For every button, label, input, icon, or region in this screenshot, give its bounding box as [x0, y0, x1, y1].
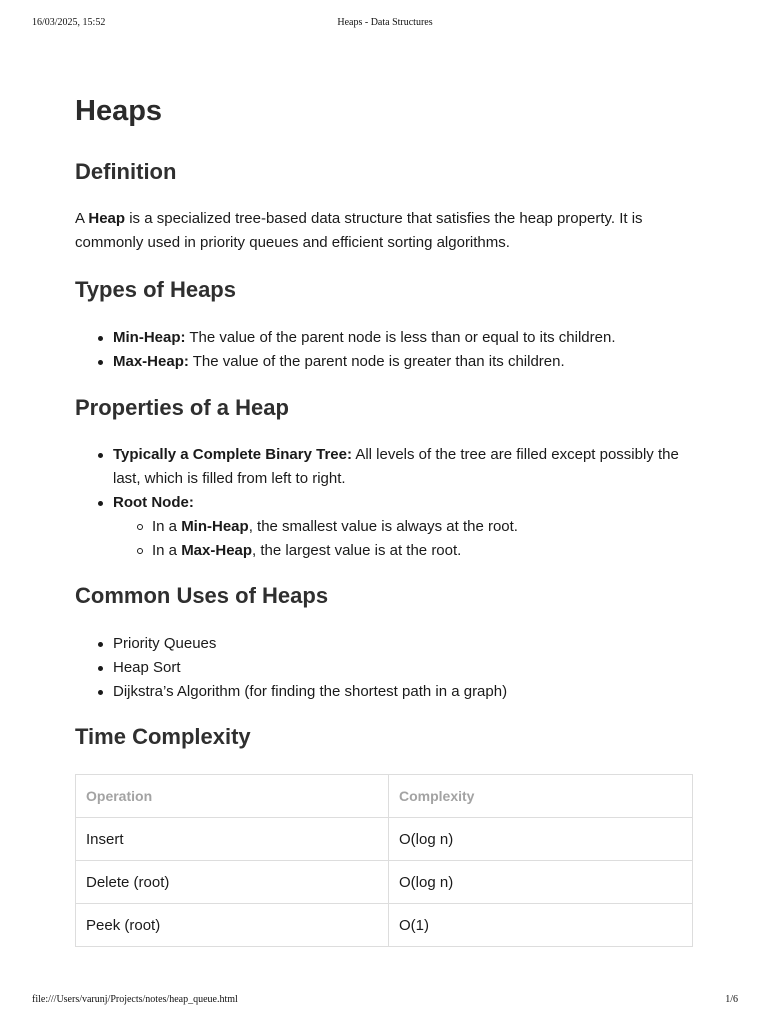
list-item: Heap Sort — [113, 656, 693, 680]
list-item-term: Max-Heap: — [113, 353, 189, 370]
list-item — [113, 350, 693, 374]
definition-heading: Definition — [75, 159, 177, 184]
definition-text-rest: is a specialized tree-based data structure that satisfies the heap property. It is commonly used in priority queues and efficient sorting algorithms. — [75, 210, 643, 251]
column-header-complexity: Complexity — [389, 775, 693, 818]
print-title: Heaps - Data Structures — [337, 17, 433, 28]
table-cell-operation: Insert — [76, 818, 389, 861]
print-footer — [32, 994, 738, 1008]
types-heading: Types of Heaps — [75, 277, 236, 302]
complexity-table — [75, 774, 693, 947]
list-item-term: Typically a Complete Binary Tree: — [113, 446, 352, 463]
list-item: Dijkstra’s Algorithm (for finding the shortest path in a graph) — [113, 680, 693, 704]
table-row — [76, 861, 693, 904]
column-header-operation: Operation — [76, 775, 389, 818]
sub-item-rest: , the largest value is at the root. — [252, 542, 462, 559]
table-row — [76, 904, 693, 947]
table-cell-operation: Delete (root) — [76, 861, 389, 904]
list-item — [113, 443, 693, 491]
types-list — [75, 326, 693, 374]
list-item — [113, 491, 693, 563]
table-row — [76, 818, 693, 861]
list-item-desc: The value of the parent node is less than or equal to its children. — [185, 329, 616, 346]
print-datetime: 16/03/2025, 15:52 — [32, 17, 106, 28]
table-cell-operation: Peek (root) — [76, 904, 389, 947]
list-item — [113, 326, 693, 350]
sub-list-item — [152, 539, 693, 563]
table-cell-complexity: O(log n) — [389, 818, 693, 861]
root-node-sublist — [113, 515, 693, 563]
list-item: Priority Queues — [113, 632, 693, 656]
sub-item-rest: , the smallest value is always at the root. — [248, 518, 518, 535]
page-title: Heaps — [75, 95, 163, 127]
sub-item-prefix: In a — [152, 542, 182, 559]
list-item-desc: The value of the parent node is greater than its children. — [188, 353, 565, 370]
properties-list — [75, 443, 693, 563]
list-item-term: Root Node: — [113, 494, 194, 511]
complexity-heading: Time Complexity — [75, 724, 251, 749]
table-cell-complexity: O(log n) — [389, 861, 693, 904]
sub-item-term: Max-Heap — [181, 542, 253, 559]
definition-text-prefix: A — [75, 210, 89, 227]
properties-heading: Properties of a Heap — [75, 395, 289, 420]
uses-list — [75, 632, 693, 704]
sub-item-term: Min-Heap — [181, 518, 249, 535]
print-header — [32, 17, 738, 31]
definition-paragraph — [75, 207, 693, 255]
list-item-desc: All levels of the tree are filled except possibly the last, which is filled from left to right. — [113, 446, 679, 487]
sub-item-prefix: In a — [152, 518, 182, 535]
uses-heading: Common Uses of Heaps — [75, 583, 329, 608]
table-cell-complexity: O(1) — [389, 904, 693, 947]
print-page-number: 1/6 — [725, 994, 738, 1005]
table-header-row — [76, 775, 693, 818]
print-file-url: file:///Users/varunj/Projects/notes/heap_queue.html — [32, 994, 238, 1005]
list-item-term: Min-Heap: — [113, 329, 186, 346]
sub-list-item — [152, 515, 693, 539]
definition-term: Heap — [88, 210, 126, 227]
